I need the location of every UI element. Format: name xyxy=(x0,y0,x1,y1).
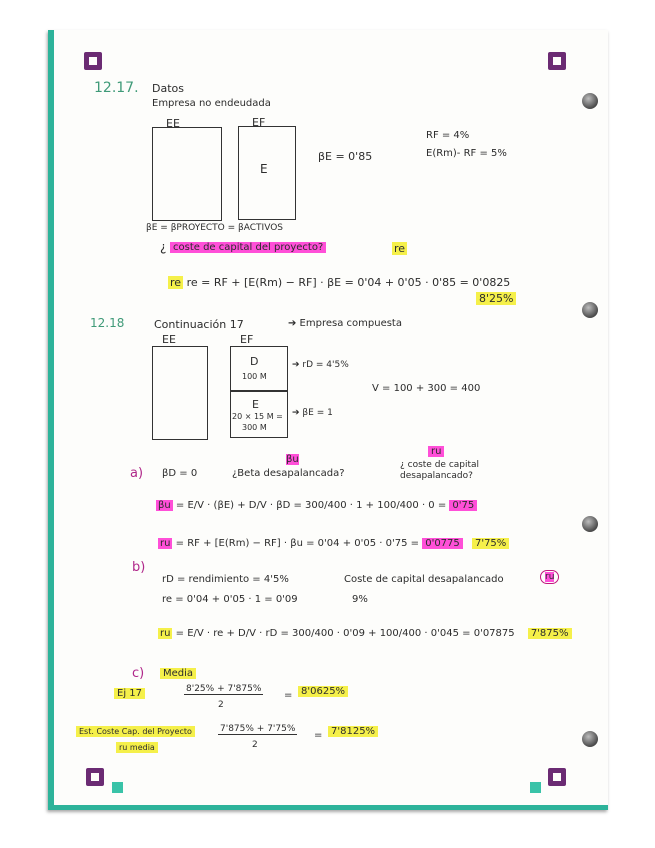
beta-equality: βE = βPROYECTO = βACTIVOS xyxy=(146,223,283,233)
fraction1-den: 2 xyxy=(218,700,224,710)
bu-formula-lhs: βu xyxy=(158,500,171,511)
ru-circle xyxy=(540,570,559,584)
corner-logo-icon xyxy=(548,52,566,70)
binder-hole-icon xyxy=(582,731,598,747)
continuacion-title: Continuación 17 xyxy=(154,318,244,331)
arrow-note: ➔ Empresa compuesta xyxy=(288,318,402,329)
notebook-page xyxy=(48,30,608,810)
ef-debt-box xyxy=(230,346,288,392)
binder-hole-icon xyxy=(582,93,598,109)
re-formula-text: re = RF + [E(Rm) − RF] · βE = 0'04 + 0'05 · 0'85 = 0'0825 xyxy=(186,276,511,289)
datos-label: Datos xyxy=(152,82,184,95)
equals-1: = xyxy=(284,690,293,701)
fraction2-num: 7'875% + 7'75% xyxy=(220,724,296,734)
teal-square-icon xyxy=(112,782,123,793)
part-c-label: c) xyxy=(132,666,145,681)
ru-lhs-b: ru xyxy=(160,628,171,639)
ru-formula-b xyxy=(158,628,572,639)
result-2: 7'8125% xyxy=(328,726,378,737)
beta-question: ¿Beta desapalancada? xyxy=(232,468,345,479)
result-1: 8'0625% xyxy=(298,686,348,697)
ee-label: EE xyxy=(166,117,180,130)
part-a-label: a) xyxy=(130,466,144,481)
v-total: V = 100 + 300 = 400 xyxy=(372,383,481,394)
problem-number-18: 12.18 xyxy=(90,316,125,330)
bu-formula-text: = E/V · (βE) + D/V · βD = 300/400 · 1 + 100/400 · 0 = xyxy=(175,500,447,511)
erm-value: E(Rm)- RF = 5% xyxy=(426,148,507,159)
d-label: D xyxy=(250,355,259,368)
ru-tag-text: ru xyxy=(428,446,444,457)
e-value: 300 M xyxy=(242,423,267,432)
e-label-18: E xyxy=(252,398,259,411)
ru-pct: 7'75% xyxy=(472,538,509,549)
part-b-label: b) xyxy=(132,560,146,575)
problem-number: 12.17. xyxy=(94,80,139,96)
empresa-label: Empresa no endeudada xyxy=(152,98,271,109)
ee-box-18 xyxy=(152,346,208,440)
re-pct: 9% xyxy=(352,594,368,605)
est-sub: ru media xyxy=(116,742,158,753)
question-highlight: coste de capital del proyecto? xyxy=(170,242,326,253)
ej-label: Ej 17 xyxy=(114,688,145,699)
re-formula: re re = RF + [E(Rm) − RF] · βE = 0'04 + 0'05 · 0'85 = 0'0825 xyxy=(170,276,511,289)
ef-label-18: EF xyxy=(240,333,254,346)
corner-logo-icon xyxy=(548,768,566,786)
ru-result: 0'0775 xyxy=(422,538,463,549)
d-value: 100 M xyxy=(242,372,267,381)
corner-logo-icon xyxy=(86,768,104,786)
est-label: Est. Coste Cap. del Proyecto xyxy=(76,726,195,737)
ru-formula-text: = RF + [E(Rm) − RF] · βu = 0'04 + 0'05 · 0'75 = xyxy=(175,538,420,549)
beta-e: βE = 0'85 xyxy=(318,150,373,163)
ee-label-18: EE xyxy=(162,333,176,346)
question-re: re xyxy=(394,242,406,255)
rf-value: RF = 4% xyxy=(426,130,470,141)
re-result: 8'25% xyxy=(476,292,516,305)
question-mark: ¿ xyxy=(160,240,167,254)
teal-square-icon xyxy=(530,782,541,793)
be-note: ➔ βE = 1 xyxy=(292,408,333,418)
e-calc: 20 × 15 M = xyxy=(232,412,283,421)
ee-box xyxy=(152,127,222,221)
binder-hole-icon xyxy=(582,516,598,532)
ru-lhs: ru xyxy=(160,538,171,549)
e-label: E xyxy=(260,162,268,176)
ru-tag xyxy=(428,446,444,457)
ru-pct-b: 7'875% xyxy=(528,628,572,639)
bu-result: 0'75 xyxy=(449,500,477,511)
fraction2-den: 2 xyxy=(252,740,258,750)
equals-2: = xyxy=(314,730,323,741)
rd-rendimiento: rD = rendimiento = 4'5% xyxy=(162,574,289,585)
page-edge-left xyxy=(48,30,54,810)
page-edge-bottom xyxy=(48,805,608,810)
corner-logo-icon xyxy=(84,52,102,70)
bu-formula xyxy=(156,500,477,511)
ef-label: EF xyxy=(252,116,266,129)
bd-value: βD = 0 xyxy=(162,468,198,479)
coste-desapalancado: Coste de capital desapalancado xyxy=(344,574,504,585)
fraction1-num: 8'25% + 7'875% xyxy=(186,684,262,694)
ru-formula-b-text: = E/V · re + D/V · rD = 300/400 · 0'09 + 100/400 · 0'045 = 0'07875 xyxy=(175,628,515,639)
bu-tag-text: βu xyxy=(286,454,299,465)
coste-question: ¿ coste de capital desapalancado? xyxy=(400,460,480,481)
media-label: Media xyxy=(160,668,196,679)
bu-tag xyxy=(284,454,301,465)
re-calc: re = 0'04 + 0'05 · 1 = 0'09 xyxy=(162,594,298,605)
ru-formula xyxy=(158,538,509,549)
rd-note: ➔ rD = 4'5% xyxy=(292,360,349,370)
binder-hole-icon xyxy=(582,302,598,318)
ru-circle-text: ru xyxy=(545,572,555,582)
